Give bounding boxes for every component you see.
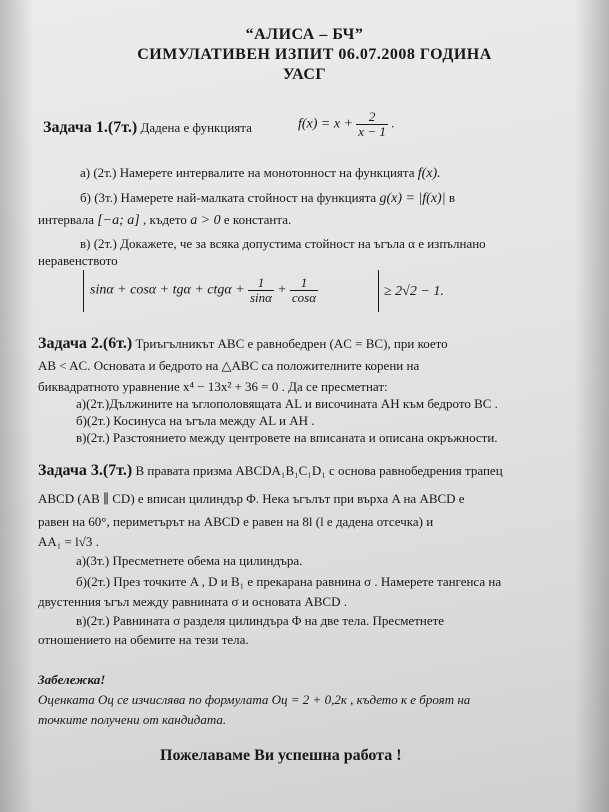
inequality-terms: sinα + cosα + tgα + ctgα +	[90, 282, 245, 298]
task1-title: Задача 1.(7т.)	[43, 119, 138, 136]
task1-b-math: g(x) = |f(x)|	[379, 191, 446, 206]
note-l1: Оценката Оц се изчислява по формулата Оц = 2 + 0,2к , където к е броят на	[38, 692, 471, 707]
closing-wish: Пожелаваме Ви успешна работа !	[160, 747, 402, 764]
task3-line1	[38, 463, 503, 479]
task1-title-line	[43, 120, 252, 136]
frac1-den: sinα	[249, 290, 272, 305]
task1-intro: Дадена е функцията	[140, 120, 252, 135]
task1-f-lhs: f(x) = x +	[298, 116, 354, 132]
task1-b-text: б) (3т.) Намерете най-малката стойност на функцията	[80, 190, 377, 205]
task1-b-mid: , където	[143, 212, 187, 227]
task2-title: Задача 2.(6т.)	[38, 335, 133, 352]
task1-b-in: в	[448, 190, 455, 205]
task1-a	[80, 165, 441, 182]
inequality-frac1	[248, 276, 274, 305]
inequality-frac2	[290, 276, 318, 305]
note-l2: точките получени от кандидата.	[38, 712, 227, 727]
task3-l1: В правата призма ABCDA₁B₁C₁D₁ с основа равнобедрения трапец	[135, 463, 503, 478]
task1-b-line2	[38, 212, 291, 229]
task1-b	[80, 190, 455, 207]
task2-l1: Триъгълникът ABC е равнобедрен (AC = BC), при което	[135, 336, 448, 351]
task3-l3: равен на 60°, периметърът на ABCD е равен на 8l (l е дадена отсечка) и	[38, 514, 434, 529]
task3-a: а)(3т.) Пресметнете обема на цилиндъра.	[76, 553, 303, 568]
header-exam: СИМУЛАТИВЕН ИЗПИТ 06.07.2008 ГОДИНА	[137, 46, 492, 63]
task3-l4: AA₁ = l√3 .	[38, 534, 99, 549]
inequality-rhs: ≥ 2√2 − 1.	[384, 284, 444, 299]
note-title: Забележка!	[38, 672, 106, 687]
task1-inequality	[90, 276, 318, 305]
task1-f-end: .	[391, 115, 395, 131]
task1-f-fraction	[356, 110, 388, 139]
task1-c-line1: в) (2т.) Докажете, че за всяка допустима стойност на ъгъла α е изпълнано	[80, 236, 486, 251]
task1-a-text: а) (2т.) Намерете интервалите на монотонност на функцията	[80, 165, 415, 180]
task1-f-den: x − 1	[358, 124, 386, 139]
task3-c1: в)(2т.) Равнината σ разделя цилиндъра Φ на две тела. Пресметнете	[76, 613, 445, 628]
left-shadow	[0, 0, 34, 812]
task2-l2: AB < AC. Основата и бедрото на △ABC са положителните корени на	[38, 358, 420, 373]
task1-c-line2: неравенството	[38, 253, 118, 268]
inequality-plus: +	[277, 282, 287, 298]
frac2-num: 1	[300, 275, 308, 290]
task1-b-interval: [−a; a]	[97, 213, 140, 228]
task3-title: Задача 3.(7т.)	[38, 462, 133, 479]
task1-f-num: 2	[368, 109, 376, 124]
task1-a-math: f(x).	[417, 166, 441, 181]
right-shadow	[575, 0, 609, 812]
task2-c: в)(2т.) Разстоянието между центровете на вписаната и описана окръжности.	[76, 430, 498, 445]
task2-line1	[38, 336, 448, 352]
task3-l2: ABCD (AB ∥ CD) е вписан цилиндър Φ. Нека ъгълът при върха A на ABCD е	[38, 491, 465, 506]
header-org: “АЛИСА – БЧ”	[245, 26, 364, 43]
frac1-num: 1	[257, 275, 265, 290]
task2-b: б)(2т.) Косинуса на ъгъла между AL и AH .	[76, 413, 315, 428]
task1-b-end: е константа.	[223, 212, 292, 227]
task3-c2: отношението на обемите на тези тела.	[38, 632, 249, 647]
header-subject: УАСГ	[282, 66, 327, 83]
task1-function	[298, 110, 394, 139]
task1-b-cond: a > 0	[190, 213, 221, 228]
task3-b2: двустенния ъгъл между равнината σ и основата ABCD .	[38, 594, 347, 609]
task2-l3: биквадратното уравнение x⁴ − 13x² + 36 = 0 . Да се пресметнат:	[38, 379, 388, 394]
frac2-den: cosα	[291, 290, 317, 305]
task3-b1: б)(2т.) През точките A , D и B₁ е прекарана равнина σ . Намерете тангенса на	[76, 574, 502, 589]
task1-b-pre: интервала	[38, 212, 94, 227]
task2-a: а)(2т.)Дължините на ъглополовящата AL и височината AH към бедрото BC .	[76, 396, 498, 411]
